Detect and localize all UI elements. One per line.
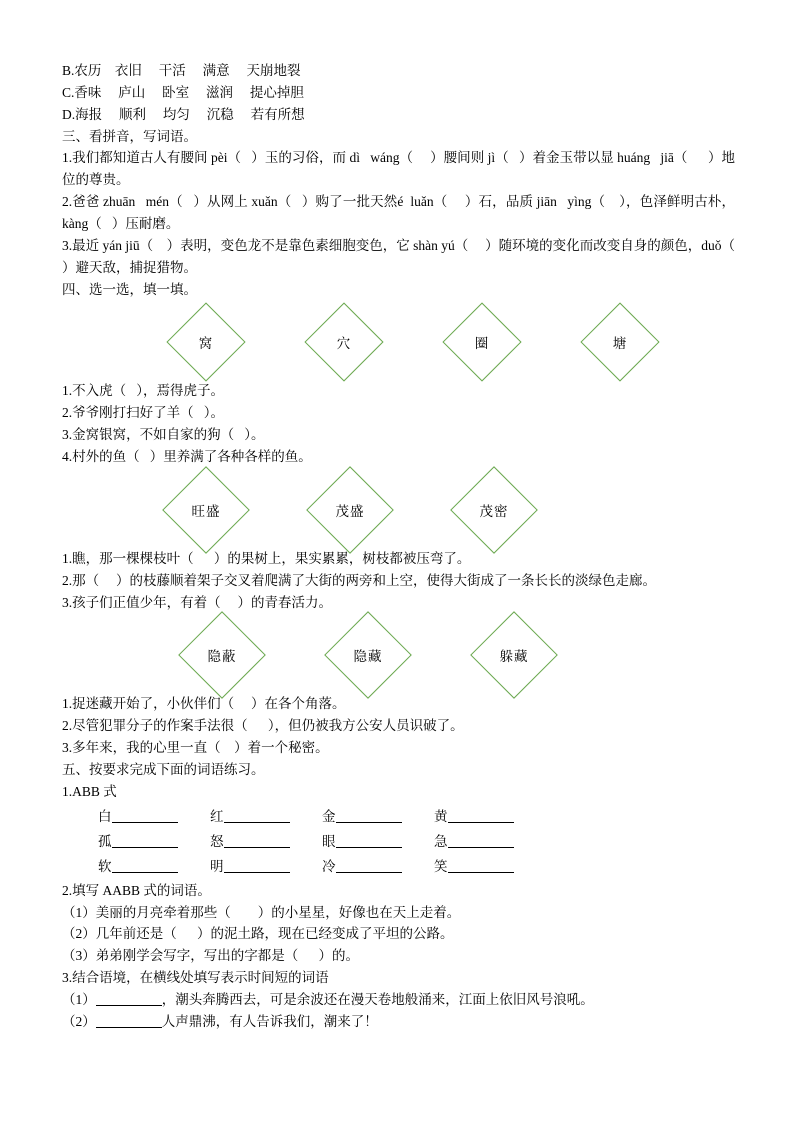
section-3-item-1: 1.我们都知道古人有腰间 pèi（ ）玉的习俗，而 dì wáng（ ）腰间则 jì（ ）着金玉带以显 huáng jiā（ ）地位的尊贵。 bbox=[62, 150, 735, 188]
abb-blank[interactable] bbox=[224, 858, 290, 873]
word-choice-label: 隐藏 bbox=[353, 649, 383, 665]
word-choice-label: 塘 bbox=[612, 336, 628, 352]
section-5-heading: 五、按要求完成下面的词语练习。 bbox=[62, 762, 265, 778]
abb-cell bbox=[434, 830, 546, 855]
word-choice-group-3 bbox=[62, 627, 735, 683]
option-line-b: B.农历 衣旧 干活 满意 天崩地裂 bbox=[62, 63, 301, 78]
sub-3-item-2 bbox=[62, 1011, 735, 1033]
word-choice-diamond[interactable] bbox=[434, 314, 530, 370]
abb-cell-char: 冷 bbox=[322, 858, 336, 874]
abb-cell bbox=[98, 805, 210, 830]
sub-2-item-1: （1）美丽的月亮牵着那些（ ）的小星星，好像也在天上走着。 bbox=[62, 904, 461, 920]
section-5-sub-2-title: 2.填写 AABB 式的词语。 bbox=[62, 882, 211, 898]
abb-row bbox=[98, 855, 735, 880]
abb-cell-char: 怒 bbox=[210, 833, 224, 849]
sub-3-blank-2[interactable] bbox=[96, 1013, 162, 1028]
section-3-item-2: 2.爸爸 zhuān mén（ ）从网上 xuǎn（ ）购了一批天然é luǎn（ ）石，品质 jiān yìng（ ），色泽鲜明古朴，kàng（ ）压耐磨。 bbox=[62, 194, 735, 232]
section-5-sub-1-title: 1.ABB 式 bbox=[62, 783, 117, 799]
word-choice-label: 旺盛 bbox=[191, 503, 221, 519]
abb-blank[interactable] bbox=[224, 833, 290, 848]
word-choice-diamond[interactable] bbox=[158, 482, 254, 538]
group-3-item-2: 2.尽管犯罪分子的作案手法很（ ），但仍被我方公安人员识破了。 bbox=[62, 718, 464, 734]
abb-blank[interactable] bbox=[448, 858, 514, 873]
sub-2-item-2: （2）几年前还是（ ）的泥土路，现在已经变成了平坦的公路。 bbox=[62, 926, 454, 942]
abb-blank[interactable] bbox=[112, 833, 178, 848]
word-choice-label: 圈 bbox=[474, 336, 490, 352]
abb-blank[interactable] bbox=[336, 833, 402, 848]
abb-blank[interactable] bbox=[336, 858, 402, 873]
abb-cell-char: 明 bbox=[210, 858, 224, 874]
word-choice-diamond[interactable] bbox=[320, 627, 416, 683]
sub-3-blank-1[interactable] bbox=[96, 991, 162, 1006]
abb-blank[interactable] bbox=[112, 808, 178, 823]
abb-cell-char: 软 bbox=[98, 858, 112, 874]
abb-cell-char: 黄 bbox=[434, 808, 448, 824]
word-choice-diamond[interactable] bbox=[466, 627, 562, 683]
word-choice-diamond[interactable] bbox=[158, 314, 254, 370]
abb-cell bbox=[322, 805, 434, 830]
abb-cell bbox=[210, 805, 322, 830]
group-2-item-1: 1.瞧，那一棵棵枝叶（ ）的果树上，果实累累，树枝都被压弯了。 bbox=[62, 550, 471, 566]
word-choice-diamond[interactable] bbox=[302, 482, 398, 538]
group-3-item-3: 3.多年来，我的心里一直（ ）着一个秘密。 bbox=[62, 740, 329, 756]
group-1-item-2: 2.爷爷刚打扫好了羊（ ）。 bbox=[62, 405, 224, 421]
word-choice-diamond[interactable] bbox=[446, 482, 542, 538]
word-choice-diamond[interactable] bbox=[296, 314, 392, 370]
group-1-item-4: 4.村外的鱼（ ）里养满了各种各样的鱼。 bbox=[62, 449, 312, 465]
option-line-c: C.香味 庐山 卧室 滋润 提心掉胆 bbox=[62, 84, 304, 100]
sub-2-item-3: （3）弟弟刚学会写字，写出的字都是（ ）的。 bbox=[62, 948, 359, 964]
group-1-item-3: 3.金窝银窝，不如自家的狗（ ）。 bbox=[62, 427, 265, 443]
abb-cell-char: 孤 bbox=[98, 833, 112, 849]
abb-cell bbox=[98, 830, 210, 855]
sub-3-text-1: ，潮头奔腾西去，可是余波还在漫天卷地般涌来，江面上依旧风号浪吼。 bbox=[161, 991, 594, 1007]
word-choice-label: 茂盛 bbox=[335, 503, 365, 519]
abb-blank[interactable] bbox=[336, 808, 402, 823]
abb-cell-char: 红 bbox=[210, 808, 224, 824]
abb-blank[interactable] bbox=[112, 858, 178, 873]
word-choice-label: 窝 bbox=[198, 336, 214, 352]
abb-blank[interactable] bbox=[448, 833, 514, 848]
word-choice-diamond[interactable] bbox=[174, 627, 270, 683]
option-line-d: D.海报 顺利 均匀 沉稳 若有所想 bbox=[62, 106, 305, 122]
word-choice-group-1 bbox=[62, 314, 735, 370]
section-5-sub-3-title: 3.结合语境，在横线处填写表示时间短的词语 bbox=[62, 970, 329, 986]
word-choice-label: 茂密 bbox=[479, 503, 509, 519]
abb-cell bbox=[322, 855, 434, 880]
group-2-item-3: 3.孩子们正值少年，有着（ ）的青春活力。 bbox=[62, 594, 332, 610]
abb-cell bbox=[210, 830, 322, 855]
word-choice-group-2 bbox=[62, 482, 735, 538]
abb-blank[interactable] bbox=[224, 808, 290, 823]
group-1-item-1: 1.不入虎（ ），焉得虎子。 bbox=[62, 383, 224, 399]
abb-cell bbox=[434, 855, 546, 880]
section-4-heading: 四、选一选，填一填。 bbox=[62, 281, 197, 297]
abb-cell-char: 笑 bbox=[434, 858, 448, 874]
abb-cell bbox=[98, 855, 210, 880]
section-3-heading: 三、看拼音，写词语。 bbox=[62, 128, 197, 144]
abb-cell-char: 眼 bbox=[322, 833, 336, 849]
abb-blank[interactable] bbox=[448, 808, 514, 823]
word-choice-label: 隐蔽 bbox=[207, 649, 237, 665]
abb-row bbox=[98, 830, 735, 855]
sub-3-label-2: （2） bbox=[62, 1013, 96, 1029]
group-2-item-2: 2.那（ ）的枝藤顺着架子交叉着爬满了大街的两旁和上空，使得大街成了一条长长的淡绿色走廊。 bbox=[62, 572, 656, 588]
abb-cell bbox=[210, 855, 322, 880]
sub-3-label-1: （1） bbox=[62, 991, 96, 1007]
section-3-item-3: 3.最近 yán jiū（ ）表明，变色龙不是靠色素细胞变色，它 shàn yú（ ）随环境的变化而改变自身的颜色，duǒ（ ）避天敌，捕捉猎物。 bbox=[62, 237, 746, 275]
abb-cell bbox=[434, 805, 546, 830]
abb-cell bbox=[322, 830, 434, 855]
group-3-item-1: 1.捉迷藏开始了，小伙伴们（ ）在各个角落。 bbox=[62, 696, 346, 712]
abb-row bbox=[98, 805, 735, 830]
word-choice-label: 躲藏 bbox=[499, 649, 529, 665]
word-choice-diamond[interactable] bbox=[572, 314, 668, 370]
sub-3-text-2: 人声鼎沸，有人告诉我们，潮来了！ bbox=[161, 1013, 378, 1029]
abb-word-table bbox=[98, 805, 735, 880]
word-choice-label: 穴 bbox=[336, 336, 352, 352]
abb-cell-char: 急 bbox=[434, 833, 448, 849]
abb-cell-char: 白 bbox=[98, 808, 112, 824]
sub-3-item-1 bbox=[62, 989, 735, 1011]
abb-cell-char: 金 bbox=[322, 808, 336, 824]
